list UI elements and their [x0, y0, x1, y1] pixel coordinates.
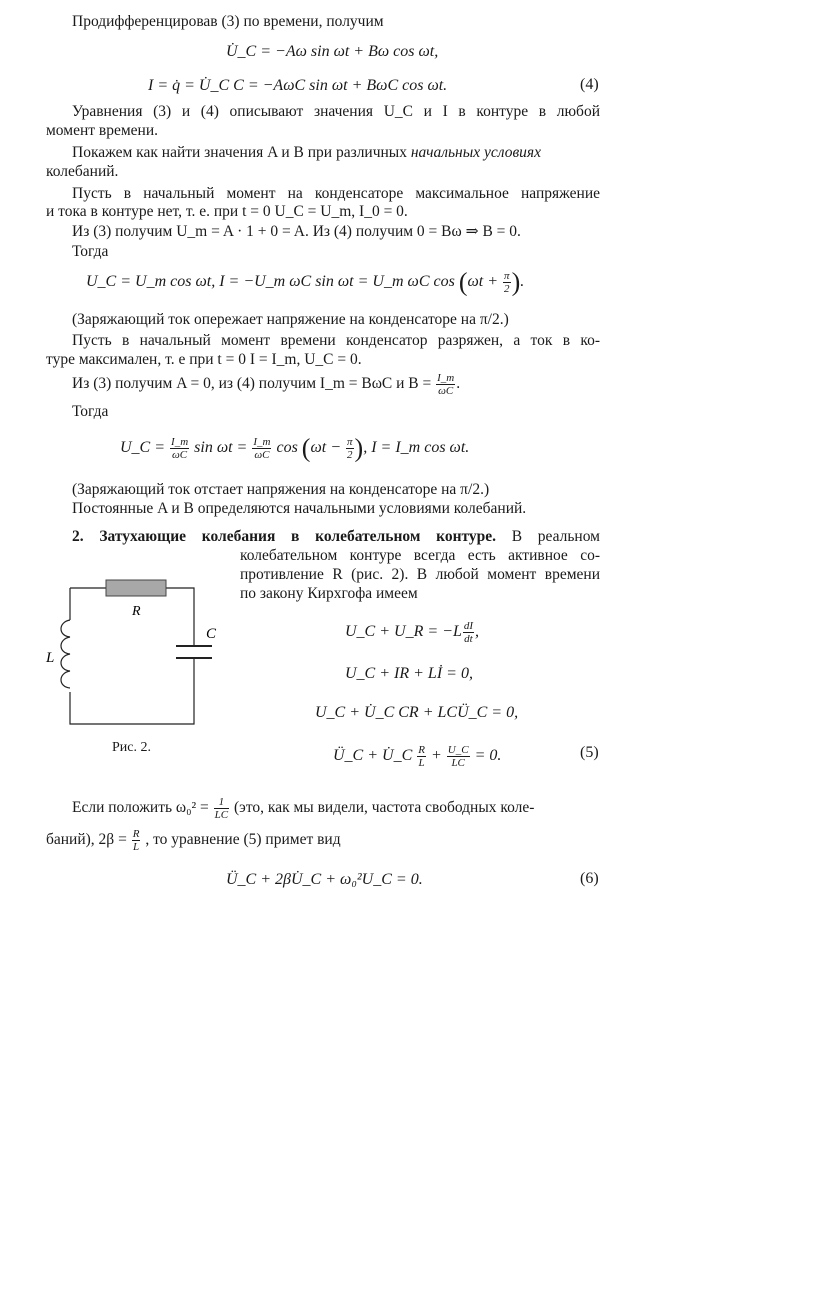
wire — [166, 588, 194, 638]
text-line: Продифференцировав (3) по времени, получим — [72, 13, 384, 30]
text-line: Пусть в начальный момент на конденсаторе максимальное напряжение — [72, 185, 600, 202]
wire — [70, 660, 194, 724]
fraction-numerator: I_m — [171, 436, 189, 448]
text-line: колебательном контуре всегда есть активное со- — [240, 547, 600, 564]
equation — [333, 744, 501, 769]
fraction-numerator: dI — [463, 620, 474, 632]
fraction-denominator: L — [418, 757, 425, 769]
equation-part: , — [475, 623, 480, 641]
equation-number: (4) — [580, 76, 599, 93]
text-line: Тогда — [72, 243, 109, 260]
fraction-numerator: 1 — [214, 796, 229, 809]
text-span: , то уравнение (5) примет вид — [145, 831, 341, 849]
figure-caption: Рис. 2. — [112, 740, 151, 755]
text-line: (Заряжающий ток отстает напряжения на конденсаторе на π/2.) — [72, 481, 490, 498]
text-span: Если положить ω₀² = — [72, 799, 209, 817]
text-span: (это, как мы видели, частота свободных коле- — [234, 799, 535, 817]
fraction — [447, 744, 470, 769]
fraction-denominator: dt — [464, 633, 473, 645]
text-line — [72, 796, 534, 821]
resistor — [106, 580, 166, 596]
text-span: Из (3) получим A = 0, из (4) получим I_m = BωC и B = — [72, 375, 432, 393]
fraction — [463, 620, 474, 645]
equation-part: Ü_C + U̇_C — [333, 747, 413, 765]
text-line: по закону Кирхгофа имеем — [240, 585, 418, 602]
fraction — [346, 436, 354, 461]
equation: U_C + IR + Lİ = 0, — [345, 665, 473, 682]
fraction — [214, 796, 229, 821]
fraction-numerator: U_C — [447, 744, 469, 756]
equation-part: cos — [276, 439, 298, 457]
fraction-numerator: R — [418, 744, 425, 756]
fraction-denominator: ωC — [172, 449, 188, 461]
equation-part: = 0. — [474, 747, 502, 765]
text-line: Пусть в начальный момент времени конденсатор разряжен, а ток в ко- — [72, 332, 600, 349]
equation-part: U_C = — [120, 439, 166, 457]
equation: U_C = U_m cos ωt, I = −U_m ωC sin ωt = U_m ωC cos (ωt + $\frac{\pi}{2}$ ). — [86, 267, 525, 297]
text-line: и тока в контуре нет, т. е. при t = 0 U_C = U_m, I_0 = 0. — [46, 203, 408, 220]
text-line: Из (3) получим U_m = A · 1 + 0 = A. Из (4) получим 0 = Bω ⇒ B = 0. — [72, 223, 521, 240]
text-span: баний), 2β = — [46, 831, 127, 849]
italic-term: начальных условиях — [410, 144, 542, 161]
fraction-denominator: 2 — [347, 449, 353, 461]
section-heading: 2. Затухающие колебания в колебательном контуре. — [72, 528, 497, 545]
equation — [345, 620, 479, 645]
equation-number: (6) — [580, 870, 599, 887]
paren: ) — [354, 433, 364, 463]
paren: ( — [301, 433, 311, 463]
fraction-numerator: π — [347, 436, 353, 448]
fraction-denominator: ωC — [254, 449, 270, 461]
text-line — [46, 828, 341, 853]
text-span: Покажем как найти значения A и B при различных — [72, 144, 407, 161]
text-line: туре максимален, т. е при t = 0 I = I_m, U_C = 0. — [46, 351, 362, 368]
text-line: (Заряжающий ток опережает напряжение на конденсаторе на π/2.) — [72, 311, 509, 328]
section-heading-line — [72, 527, 600, 547]
text-line: Уравнения (3) и (4) описывают значения U_C и I в контуре в любой — [72, 103, 600, 120]
fraction-denominator: L — [133, 841, 140, 853]
fraction-denominator: 2 — [504, 283, 510, 295]
circuit-diagram — [40, 560, 240, 735]
equation: Ü_C + 2βU̇_C + ω₀²U_C = 0. — [226, 871, 423, 888]
capacitor-label: C — [206, 626, 217, 642]
equation: U̇_C = −Aω sin ωt + Bω cos ωt, — [226, 43, 439, 60]
equation-part: ωt − — [310, 439, 342, 457]
inductor — [61, 620, 70, 688]
text-line: колебаний. — [46, 163, 119, 180]
text-line: момент времени. — [46, 122, 158, 139]
fraction — [503, 270, 511, 295]
text-span: В реальном — [511, 528, 600, 545]
text-line: Постоянные A и B определяются начальными условиями колебаний. — [72, 500, 527, 517]
fraction-numerator: R — [132, 828, 140, 840]
equation: I = q̇ = U̇_C C = −AωC sin ωt + BωC cos ωt. — [148, 77, 448, 94]
fraction-numerator: I_m — [437, 372, 455, 384]
equation-part: ωt + — [467, 273, 499, 291]
fraction-denominator: ωC — [438, 385, 454, 397]
equation-part: , I = I_m cos ωt. — [363, 439, 470, 457]
equation-part: U_C = U_m cos ωt, I = −U_m ωC sin ωt = U_m ωC cos — [86, 273, 455, 291]
equation-part: + — [430, 747, 442, 765]
fraction — [436, 372, 455, 397]
paren: ) — [511, 267, 521, 297]
fraction-numerator: π — [504, 270, 510, 282]
equation-part: sin ωt = — [194, 439, 248, 457]
paren: ( — [458, 267, 468, 297]
fraction — [170, 436, 189, 461]
equation — [120, 433, 470, 463]
equation-number: (5) — [580, 744, 599, 761]
text-line — [72, 143, 541, 163]
fraction — [252, 436, 271, 461]
fraction — [417, 744, 426, 769]
equation: U_C + U̇_C CR + LCÜ_C = 0, — [315, 704, 519, 721]
text-line: противление R (рис. 2). В любой момент времени — [240, 566, 600, 583]
equation-part: U_C + U_R = −L — [345, 623, 462, 641]
inductor-label: L — [46, 650, 55, 666]
text-line: Тогда — [72, 403, 109, 420]
fraction-denominator: LC — [451, 757, 465, 769]
fraction-denominator: LC — [214, 809, 229, 821]
fraction — [132, 828, 141, 853]
resistor-label: R — [132, 604, 141, 619]
fraction-numerator: I_m — [253, 436, 271, 448]
text-line: Из (3) получим A = 0, из (4) получим I_m = BωC и B = $\frac{I\_m}{\omega C}$ . — [72, 372, 461, 397]
